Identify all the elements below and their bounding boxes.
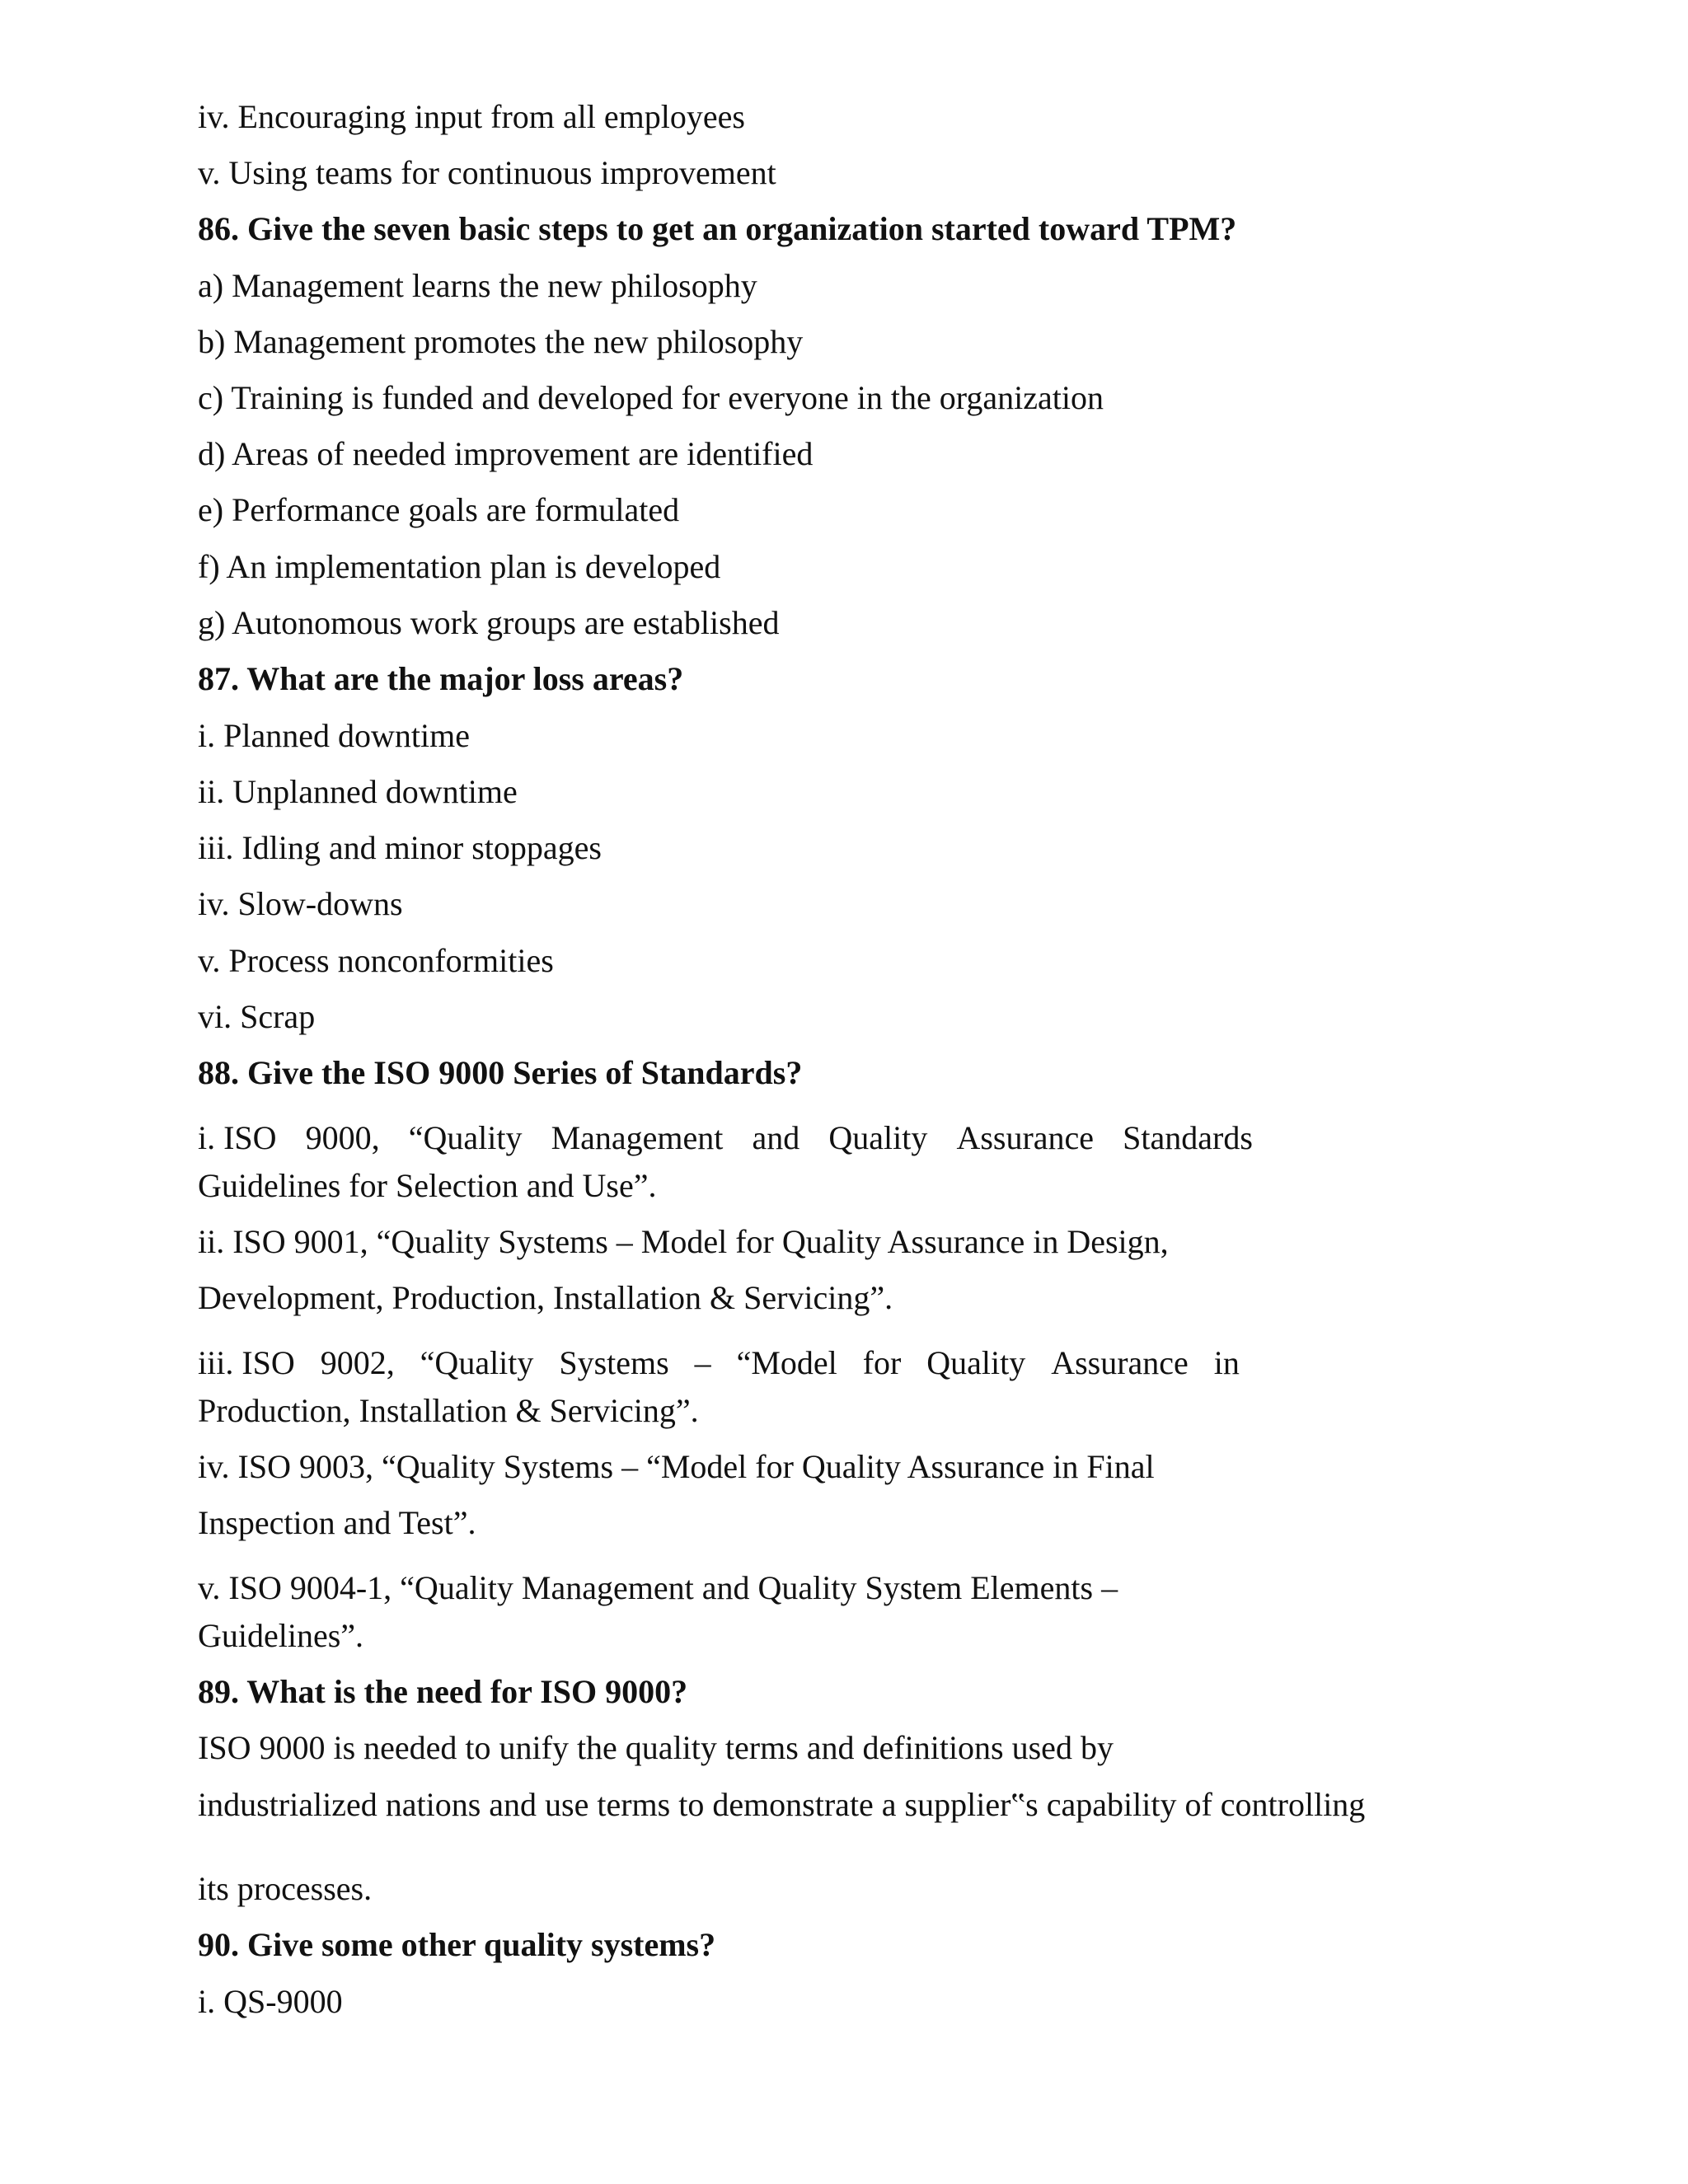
- list-item: iv. Encouraging input from all employees: [198, 98, 745, 135]
- word: Standards: [1123, 1119, 1253, 1156]
- list-item: i. Planned downtime: [198, 717, 470, 754]
- word: iii. ISO: [198, 1344, 295, 1381]
- list-item: Inspection and Test”.: [198, 1504, 476, 1541]
- word: “Quality: [420, 1344, 534, 1381]
- list-item: e) Performance goals are formulated: [198, 491, 680, 528]
- list-item: a) Management learns the new philosophy: [198, 267, 757, 304]
- list-item: Guidelines for Selection and Use”.: [198, 1167, 657, 1204]
- question-heading: 89. What is the need for ISO 9000?: [198, 1673, 688, 1710]
- list-item: iv. Slow-downs: [198, 885, 403, 922]
- question-heading: 88. Give the ISO 9000 Series of Standards?: [198, 1054, 803, 1091]
- list-item: Production, Installation & Servicing”.: [198, 1392, 699, 1429]
- question-heading: 87. What are the major loss areas?: [198, 660, 684, 697]
- word: 9000,: [305, 1119, 380, 1156]
- list-item: iii. Idling and minor stoppages: [198, 829, 602, 866]
- paragraph-line: industrialized nations and use terms to demonstrate a supplier‟s capability of controlling: [198, 1786, 1366, 1823]
- justified-line: [198, 1114, 1253, 1162]
- question-heading: 86. Give the seven basic steps to get an organization started toward TPM?: [198, 210, 1237, 247]
- word: –: [694, 1344, 711, 1381]
- list-item: ii. Unplanned downtime: [198, 773, 518, 810]
- word: Assurance: [1051, 1344, 1189, 1381]
- list-item: v. ISO 9004-1, “Quality Management and Quality System Elements –: [198, 1569, 1118, 1606]
- word: in: [1213, 1344, 1240, 1381]
- word: i. ISO: [198, 1119, 277, 1156]
- list-item: Development, Production, Installation & Servicing”.: [198, 1279, 893, 1316]
- word: for: [862, 1344, 902, 1381]
- list-item: iv. ISO 9003, “Quality Systems – “Model for Quality Assurance in Final: [198, 1448, 1155, 1485]
- list-item: v. Using teams for continuous improvement: [198, 154, 776, 191]
- list-item: g) Autonomous work groups are established: [198, 604, 780, 641]
- list-item: d) Areas of needed improvement are identified: [198, 435, 814, 472]
- list-item: ii. ISO 9001, “Quality Systems – Model for Quality Assurance in Design,: [198, 1223, 1169, 1260]
- word: 9002,: [320, 1344, 395, 1381]
- list-item: vi. Scrap: [198, 998, 316, 1035]
- list-item: v. Process nonconformities: [198, 942, 554, 979]
- justified-line: [198, 1339, 1240, 1387]
- paragraph-line: its processes.: [198, 1870, 373, 1907]
- paragraph-line: ISO 9000 is needed to unify the quality terms and definitions used by: [198, 1729, 1114, 1766]
- list-item: i. QS-9000: [198, 1983, 343, 2020]
- list-item: Guidelines”.: [198, 1617, 364, 1654]
- question-heading: 90. Give some other quality systems?: [198, 1926, 716, 1963]
- list-item: c) Training is funded and developed for everyone in the organization: [198, 379, 1104, 416]
- list-item: f) An implementation plan is developed: [198, 548, 721, 585]
- word: Quality: [828, 1119, 928, 1156]
- word: “Quality: [408, 1119, 523, 1156]
- word: and: [752, 1119, 800, 1156]
- word: Quality: [926, 1344, 1026, 1381]
- word: Systems: [559, 1344, 669, 1381]
- list-item: b) Management promotes the new philosophy: [198, 323, 804, 360]
- word: Management: [551, 1119, 724, 1156]
- word: “Model: [736, 1344, 837, 1381]
- word: Assurance: [956, 1119, 1095, 1156]
